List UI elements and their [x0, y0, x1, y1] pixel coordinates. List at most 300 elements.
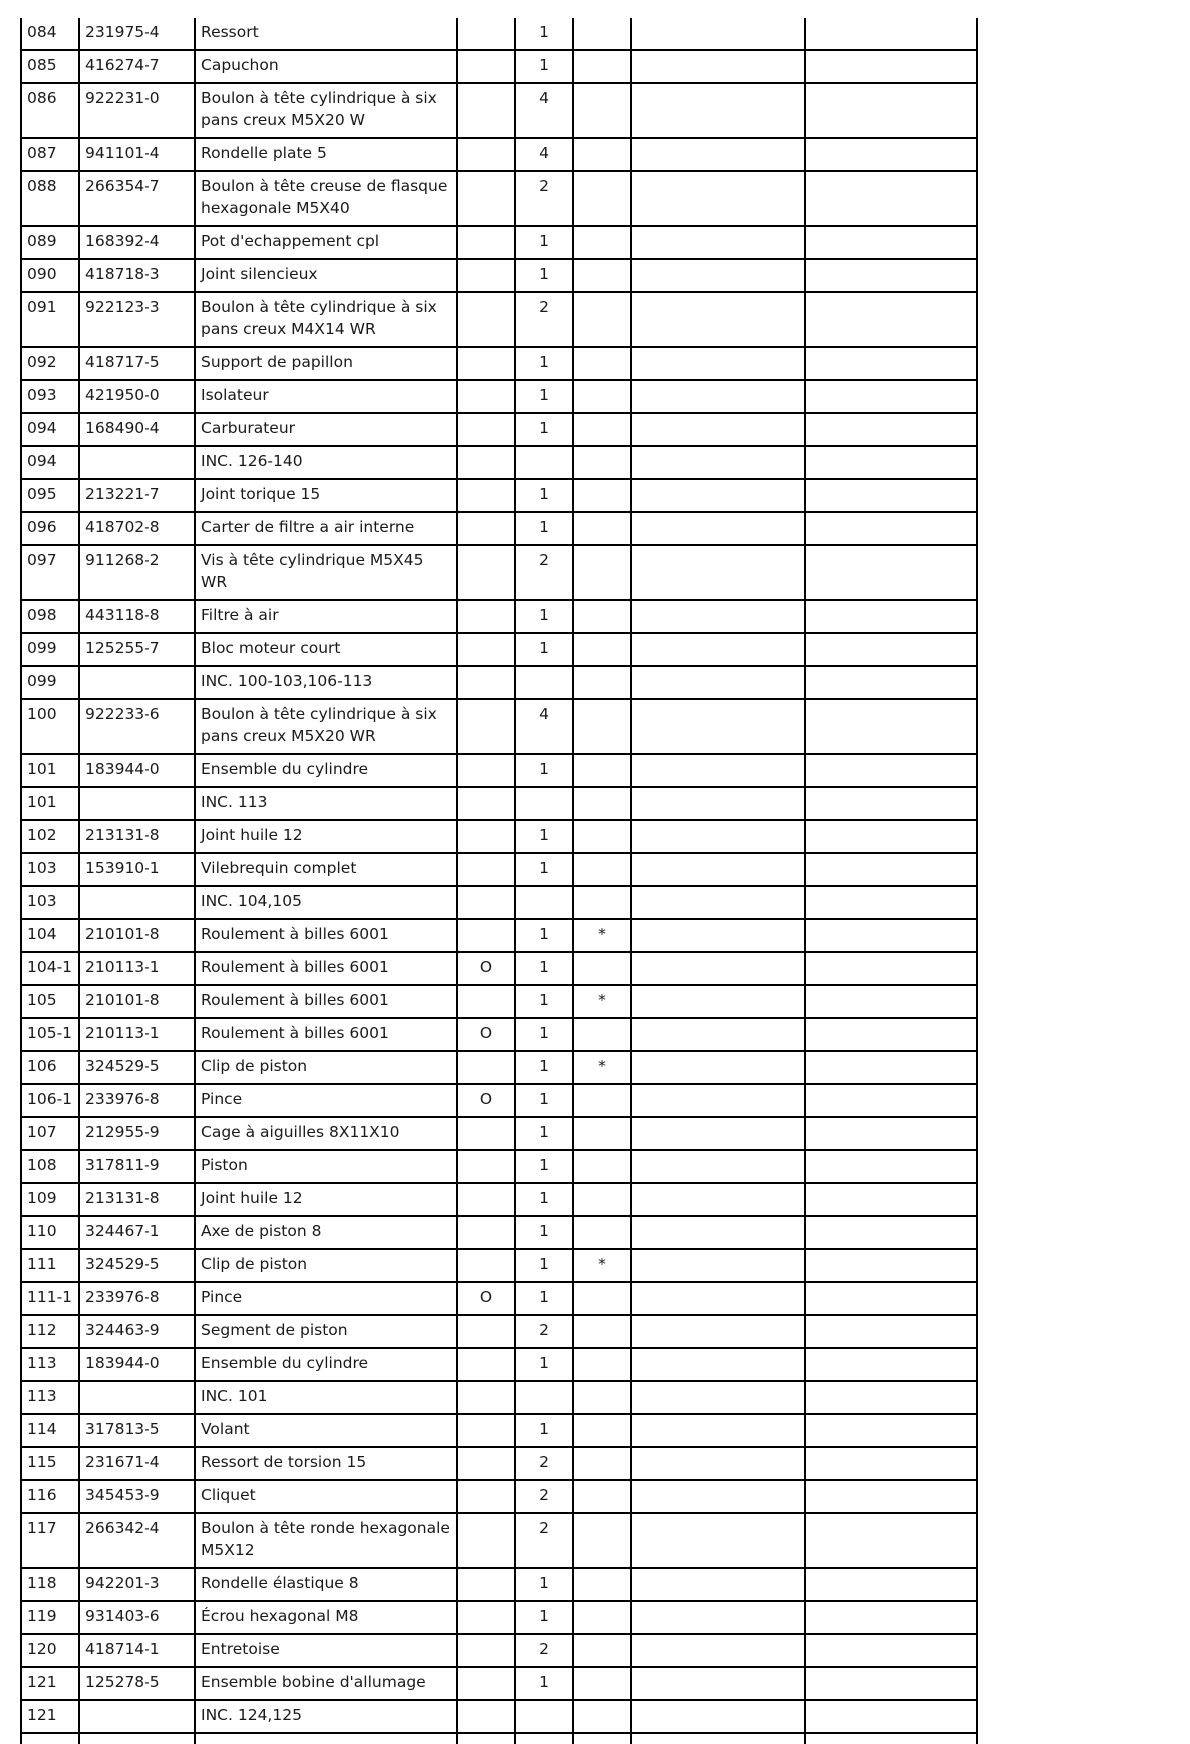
continuation-cell [457, 1733, 515, 1744]
blank-cell-b [805, 1667, 977, 1700]
item-number-cell: 105 [21, 985, 79, 1018]
part-number-cell: 168490-4 [79, 413, 195, 446]
quantity-cell: 1 [515, 259, 573, 292]
blank-cell-a [631, 1601, 805, 1634]
blank-cell-a [631, 1117, 805, 1150]
blank-cell-b [805, 1700, 977, 1733]
blank-cell-b [805, 853, 977, 886]
blank-cell-b [805, 1480, 977, 1513]
table-row [21, 50, 977, 83]
description-cell: Vilebrequin complet [195, 853, 457, 886]
blank-cell-a [631, 380, 805, 413]
item-number-cell: 098 [21, 600, 79, 633]
description-cell: Roulement à billes 6001 [195, 919, 457, 952]
table-row [21, 787, 977, 820]
description-cell: Joint torique 15 [195, 479, 457, 512]
option-cell [457, 699, 515, 754]
blank-cell-b [805, 1381, 977, 1414]
blank-cell-b [805, 292, 977, 347]
blank-cell-a [631, 853, 805, 886]
option-cell [457, 886, 515, 919]
blank-cell-b [805, 699, 977, 754]
item-number-cell: 102 [21, 820, 79, 853]
blank-cell-b [805, 83, 977, 138]
table-row [21, 919, 977, 952]
blank-cell-b [805, 886, 977, 919]
quantity-cell: 1 [515, 50, 573, 83]
part-number-cell: 231671-4 [79, 1447, 195, 1480]
quantity-cell: 1 [515, 952, 573, 985]
note-mark-cell [573, 446, 631, 479]
table-row [21, 1513, 977, 1568]
quantity-cell [515, 446, 573, 479]
blank-cell-b [805, 754, 977, 787]
table-row [21, 1084, 977, 1117]
blank-cell-b [805, 1634, 977, 1667]
quantity-cell: 1 [515, 1051, 573, 1084]
option-cell [457, 50, 515, 83]
blank-cell-a [631, 1315, 805, 1348]
table-row [21, 226, 977, 259]
table-row [21, 952, 977, 985]
part-number-cell: 418717-5 [79, 347, 195, 380]
option-cell [457, 1447, 515, 1480]
blank-cell-b [805, 1150, 977, 1183]
table-row [21, 1381, 977, 1414]
quantity-cell [515, 1700, 573, 1733]
option-cell [457, 1568, 515, 1601]
option-cell [457, 1216, 515, 1249]
blank-cell-b [805, 1568, 977, 1601]
item-number-cell: 087 [21, 138, 79, 171]
item-number-cell: 111 [21, 1249, 79, 1282]
continuation-cell [573, 1733, 631, 1744]
blank-cell-a [631, 1348, 805, 1381]
item-number-cell: 103 [21, 886, 79, 919]
item-number-cell: 103 [21, 853, 79, 886]
item-number-cell: 093 [21, 380, 79, 413]
item-number-cell: 101 [21, 787, 79, 820]
part-number-cell [79, 1700, 195, 1733]
table-row [21, 347, 977, 380]
table-row [21, 512, 977, 545]
quantity-cell: 1 [515, 985, 573, 1018]
description-cell: Ensemble du cylindre [195, 754, 457, 787]
blank-cell-b [805, 1018, 977, 1051]
quantity-cell: 2 [515, 171, 573, 226]
description-cell: Axe de piston 8 [195, 1216, 457, 1249]
part-number-cell [79, 886, 195, 919]
table-row [21, 853, 977, 886]
note-mark-cell [573, 886, 631, 919]
item-number-cell: 110 [21, 1216, 79, 1249]
blank-cell-b [805, 1282, 977, 1315]
item-number-cell: 104 [21, 919, 79, 952]
quantity-cell [515, 666, 573, 699]
quantity-cell: 1 [515, 1084, 573, 1117]
quantity-cell: 2 [515, 1634, 573, 1667]
note-mark-cell [573, 1084, 631, 1117]
blank-cell-a [631, 666, 805, 699]
option-cell [457, 1381, 515, 1414]
blank-cell-b [805, 1601, 977, 1634]
option-cell [457, 1315, 515, 1348]
item-number-cell: 095 [21, 479, 79, 512]
item-number-cell: 094 [21, 413, 79, 446]
option-cell [457, 1414, 515, 1447]
quantity-cell: 4 [515, 699, 573, 754]
part-number-cell: 233976-8 [79, 1084, 195, 1117]
part-number-cell: 416274-7 [79, 50, 195, 83]
option-cell [457, 1480, 515, 1513]
blank-cell-a [631, 1568, 805, 1601]
note-mark-cell [573, 347, 631, 380]
part-number-cell: 210113-1 [79, 1018, 195, 1051]
quantity-cell: 2 [515, 1480, 573, 1513]
description-cell: Ensemble bobine d'allumage [195, 1667, 457, 1700]
blank-cell-b [805, 18, 977, 50]
blank-cell-a [631, 413, 805, 446]
option-cell [457, 666, 515, 699]
table-row [21, 413, 977, 446]
description-cell: Support de papillon [195, 347, 457, 380]
option-cell [457, 479, 515, 512]
description-cell: Roulement à billes 6001 [195, 985, 457, 1018]
table-row [21, 1018, 977, 1051]
part-number-cell: 324463-9 [79, 1315, 195, 1348]
blank-cell-a [631, 754, 805, 787]
part-number-cell: 210113-1 [79, 952, 195, 985]
quantity-cell: 1 [515, 1117, 573, 1150]
part-number-cell: 183944-0 [79, 754, 195, 787]
table-row [21, 1315, 977, 1348]
item-number-cell: 116 [21, 1480, 79, 1513]
note-mark-cell [573, 292, 631, 347]
item-number-cell: 092 [21, 347, 79, 380]
quantity-cell: 1 [515, 1249, 573, 1282]
note-mark-cell [573, 633, 631, 666]
option-cell [457, 1249, 515, 1282]
item-number-cell: 111-1 [21, 1282, 79, 1315]
table-row [21, 83, 977, 138]
blank-cell-b [805, 919, 977, 952]
part-number-cell: 125255-7 [79, 633, 195, 666]
note-mark-cell: * [573, 985, 631, 1018]
option-cell [457, 545, 515, 600]
part-number-cell: 911268-2 [79, 545, 195, 600]
blank-cell-a [631, 1282, 805, 1315]
description-cell: Vis à tête cylindrique M5X45 WR [195, 545, 457, 600]
blank-cell-b [805, 138, 977, 171]
item-number-cell: 094 [21, 446, 79, 479]
part-number-cell [79, 787, 195, 820]
blank-cell-b [805, 1084, 977, 1117]
description-cell: Joint huile 12 [195, 1183, 457, 1216]
note-mark-cell [573, 1183, 631, 1216]
option-cell [457, 1348, 515, 1381]
part-number-cell: 324529-5 [79, 1249, 195, 1282]
description-cell: Boulon à tête ronde hexagonale M5X12 [195, 1513, 457, 1568]
item-number-cell: 099 [21, 633, 79, 666]
table-row [21, 1568, 977, 1601]
option-cell [457, 1601, 515, 1634]
quantity-cell: 4 [515, 138, 573, 171]
part-number-cell: 942201-3 [79, 1568, 195, 1601]
note-mark-cell [573, 1117, 631, 1150]
blank-cell-a [631, 820, 805, 853]
note-mark-cell [573, 952, 631, 985]
description-cell: Cliquet [195, 1480, 457, 1513]
part-number-cell: 231975-4 [79, 18, 195, 50]
table-row [21, 699, 977, 754]
part-number-cell: 324529-5 [79, 1051, 195, 1084]
note-mark-cell [573, 1447, 631, 1480]
quantity-cell [515, 787, 573, 820]
blank-cell-a [631, 1634, 805, 1667]
description-cell: Rondelle élastique 8 [195, 1568, 457, 1601]
option-cell [457, 754, 515, 787]
option-cell [457, 1051, 515, 1084]
blank-cell-b [805, 787, 977, 820]
blank-cell-b [805, 479, 977, 512]
note-mark-cell [573, 1348, 631, 1381]
option-cell [457, 347, 515, 380]
blank-cell-b [805, 1051, 977, 1084]
table-row [21, 1051, 977, 1084]
blank-cell-b [805, 600, 977, 633]
part-number-cell [79, 1381, 195, 1414]
item-number-cell: 109 [21, 1183, 79, 1216]
description-cell: Rondelle plate 5 [195, 138, 457, 171]
item-number-cell: 091 [21, 292, 79, 347]
description-cell: INC. 100-103,106-113 [195, 666, 457, 699]
option-cell [457, 1183, 515, 1216]
description-cell: INC. 113 [195, 787, 457, 820]
part-number-cell: 922123-3 [79, 292, 195, 347]
item-number-cell: 113 [21, 1348, 79, 1381]
note-mark-cell [573, 1414, 631, 1447]
blank-cell-a [631, 1249, 805, 1282]
table-row [21, 380, 977, 413]
quantity-cell: 1 [515, 1150, 573, 1183]
description-cell: INC. 101 [195, 1381, 457, 1414]
note-mark-cell [573, 820, 631, 853]
option-cell: O [457, 952, 515, 985]
description-cell: Pince [195, 1084, 457, 1117]
table-row [21, 820, 977, 853]
table-row [21, 1634, 977, 1667]
item-number-cell: 099 [21, 666, 79, 699]
table-row [21, 446, 977, 479]
note-mark-cell [573, 1150, 631, 1183]
item-number-cell: 106-1 [21, 1084, 79, 1117]
blank-cell-a [631, 545, 805, 600]
description-cell: Joint silencieux [195, 259, 457, 292]
note-mark-cell [573, 83, 631, 138]
description-cell: Roulement à billes 6001 [195, 952, 457, 985]
option-cell [457, 919, 515, 952]
quantity-cell: 2 [515, 1447, 573, 1480]
description-cell: Écrou hexagonal M8 [195, 1601, 457, 1634]
blank-cell-b [805, 512, 977, 545]
table-row [21, 18, 977, 50]
note-mark-cell [573, 226, 631, 259]
option-cell: O [457, 1282, 515, 1315]
description-cell: Boulon à tête cylindrique à six pans creux M4X14 WR [195, 292, 457, 347]
description-cell: Cage à aiguilles 8X11X10 [195, 1117, 457, 1150]
quantity-cell [515, 1381, 573, 1414]
part-number-cell: 443118-8 [79, 600, 195, 633]
blank-cell-b [805, 820, 977, 853]
description-cell: Volant [195, 1414, 457, 1447]
option-cell [457, 226, 515, 259]
blank-cell-b [805, 413, 977, 446]
option-cell [457, 1700, 515, 1733]
note-mark-cell: * [573, 919, 631, 952]
table-row [21, 1117, 977, 1150]
table-row [21, 1700, 977, 1733]
option-cell [457, 1117, 515, 1150]
quantity-cell: 4 [515, 83, 573, 138]
table-row [21, 259, 977, 292]
blank-cell-a [631, 600, 805, 633]
blank-cell-b [805, 545, 977, 600]
quantity-cell: 1 [515, 1282, 573, 1315]
item-number-cell: 121 [21, 1667, 79, 1700]
quantity-cell: 1 [515, 1348, 573, 1381]
blank-cell-b [805, 1183, 977, 1216]
description-cell: Segment de piston [195, 1315, 457, 1348]
quantity-cell: 1 [515, 600, 573, 633]
blank-cell-b [805, 633, 977, 666]
item-number-cell: 089 [21, 226, 79, 259]
part-number-cell: 345453-9 [79, 1480, 195, 1513]
quantity-cell: 1 [515, 18, 573, 50]
part-number-cell: 922233-6 [79, 699, 195, 754]
table-row-continuation [21, 1733, 977, 1744]
continuation-cell [21, 1733, 79, 1744]
blank-cell-a [631, 1447, 805, 1480]
blank-cell-a [631, 886, 805, 919]
table-row [21, 479, 977, 512]
blank-cell-a [631, 919, 805, 952]
quantity-cell: 1 [515, 1414, 573, 1447]
note-mark-cell: * [573, 1249, 631, 1282]
description-cell: Ressort de torsion 15 [195, 1447, 457, 1480]
blank-cell-a [631, 1700, 805, 1733]
note-mark-cell [573, 1601, 631, 1634]
blank-cell-a [631, 1216, 805, 1249]
quantity-cell: 1 [515, 853, 573, 886]
option-cell [457, 853, 515, 886]
blank-cell-a [631, 226, 805, 259]
blank-cell-a [631, 1414, 805, 1447]
blank-cell-a [631, 1667, 805, 1700]
note-mark-cell [573, 1018, 631, 1051]
option-cell [457, 18, 515, 50]
blank-cell-b [805, 1249, 977, 1282]
note-mark-cell: * [573, 1051, 631, 1084]
item-number-cell: 106 [21, 1051, 79, 1084]
item-number-cell: 108 [21, 1150, 79, 1183]
part-number-cell: 418702-8 [79, 512, 195, 545]
description-cell: Isolateur [195, 380, 457, 413]
blank-cell-a [631, 479, 805, 512]
option-cell [457, 633, 515, 666]
blank-cell-a [631, 446, 805, 479]
table-row [21, 1480, 977, 1513]
note-mark-cell [573, 413, 631, 446]
description-cell: Filtre à air [195, 600, 457, 633]
note-mark-cell [573, 1216, 631, 1249]
blank-cell-b [805, 1414, 977, 1447]
quantity-cell: 1 [515, 1216, 573, 1249]
note-mark-cell [573, 545, 631, 600]
description-cell: Clip de piston [195, 1051, 457, 1084]
blank-cell-a [631, 1480, 805, 1513]
blank-cell-a [631, 1150, 805, 1183]
blank-cell-a [631, 292, 805, 347]
description-cell: Piston [195, 1150, 457, 1183]
option-cell [457, 83, 515, 138]
description-cell: INC. 126-140 [195, 446, 457, 479]
part-number-cell: 153910-1 [79, 853, 195, 886]
note-mark-cell [573, 1568, 631, 1601]
item-number-cell: 118 [21, 1568, 79, 1601]
note-mark-cell [573, 600, 631, 633]
option-cell [457, 138, 515, 171]
part-number-cell: 213221-7 [79, 479, 195, 512]
part-number-cell: 213131-8 [79, 820, 195, 853]
table-row [21, 600, 977, 633]
quantity-cell: 1 [515, 919, 573, 952]
table-row [21, 1150, 977, 1183]
item-number-cell: 115 [21, 1447, 79, 1480]
note-mark-cell [573, 1634, 631, 1667]
note-mark-cell [573, 138, 631, 171]
blank-cell-a [631, 347, 805, 380]
item-number-cell: 121 [21, 1700, 79, 1733]
note-mark-cell [573, 171, 631, 226]
item-number-cell: 113 [21, 1381, 79, 1414]
quantity-cell: 1 [515, 1568, 573, 1601]
option-cell [457, 820, 515, 853]
part-number-cell: 125278-5 [79, 1667, 195, 1700]
description-cell: Carter de filtre a air interne [195, 512, 457, 545]
option-cell [457, 512, 515, 545]
note-mark-cell [573, 479, 631, 512]
option-cell [457, 259, 515, 292]
blank-cell-b [805, 1348, 977, 1381]
part-number-cell: 212955-9 [79, 1117, 195, 1150]
note-mark-cell [573, 50, 631, 83]
blank-cell-a [631, 50, 805, 83]
option-cell [457, 600, 515, 633]
description-cell: INC. 104,105 [195, 886, 457, 919]
part-number-cell: 931403-6 [79, 1601, 195, 1634]
item-number-cell: 084 [21, 18, 79, 50]
option-cell: O [457, 1018, 515, 1051]
option-cell [457, 1667, 515, 1700]
table-row [21, 292, 977, 347]
item-number-cell: 100 [21, 699, 79, 754]
blank-cell-b [805, 1216, 977, 1249]
part-number-cell: 213131-8 [79, 1183, 195, 1216]
blank-cell-b [805, 666, 977, 699]
part-number-cell: 210101-8 [79, 919, 195, 952]
table-row [21, 545, 977, 600]
option-cell [457, 171, 515, 226]
